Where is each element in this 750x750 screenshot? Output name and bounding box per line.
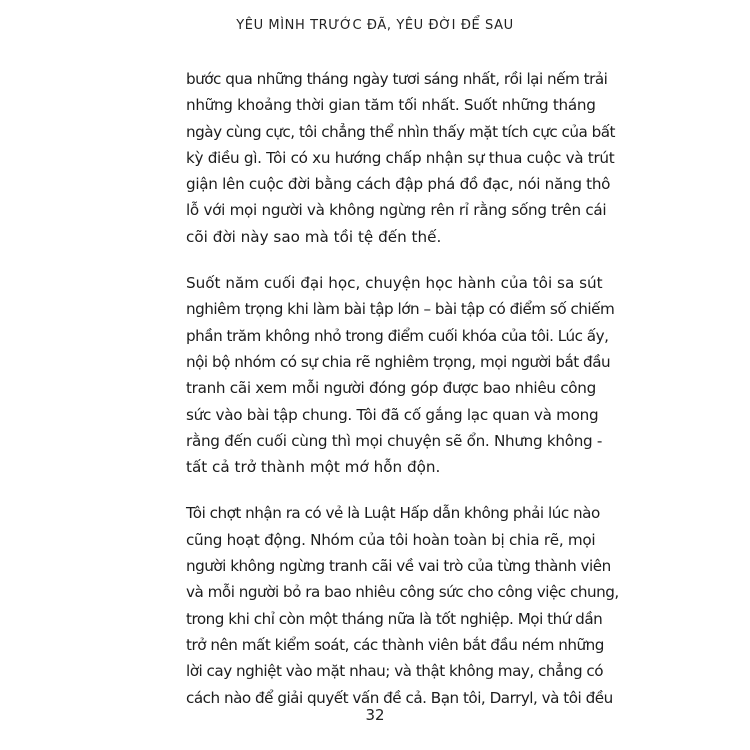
text-line: sức vào bài tập chung. Tôi đã cố gắng lạc quan và mong <box>186 405 599 424</box>
text-line: và mỗi người bỏ ra bao nhiêu công sức cho công việc chung, <box>186 583 619 602</box>
text-line: lời cay nghiệt vào mặt nhau; và thật không may, chẳng có <box>186 662 604 681</box>
paragraph-2 <box>186 270 615 480</box>
running-header: YÊU MÌNH TRƯỚC ĐÃ, YÊU ĐỜI ĐỂ SAU <box>236 18 514 33</box>
text-line: tranh cãi xem mỗi người đóng góp được bao nhiêu công <box>186 379 596 398</box>
text-line: giận lên cuộc đời bằng cách đập phá đồ đạc, nói năng thô <box>186 175 611 194</box>
text-line: cõi đời này sao mà tồi tệ đến thế. <box>186 227 442 246</box>
body-text <box>186 66 619 731</box>
page-number: 32 <box>365 706 385 724</box>
text-line: lỗ với mọi người và không ngừng rên rỉ rằng sống trên cái <box>186 201 607 220</box>
text-line: Tôi chợt nhận ra có vẻ là Luật Hấp dẫn không phải lúc nào <box>186 504 600 523</box>
text-line: ngày cùng cực, tôi chẳng thể nhìn thấy mặt tích cực của bất <box>186 122 616 141</box>
text-line: người không ngừng tranh cãi về vai trò của từng thành viên <box>186 557 611 576</box>
text-line: tất cả trở thành một mớ hỗn độn. <box>186 458 441 477</box>
text-line: nghiêm trọng khi làm bài tập lớn – bài tập có điểm số chiếm <box>186 300 615 319</box>
text-line: cũng hoạt động. Nhóm của tôi hoàn toàn bị chia rẽ, mọi <box>186 530 596 549</box>
text-line: cách nào để giải quyết vấn đề cả. Bạn tôi, Darryl, và tôi đều <box>186 688 613 707</box>
text-line: Suốt năm cuối đại học, chuyện học hành của tôi sa sút <box>186 274 603 293</box>
text-line: trong khi chỉ còn một tháng nữa là tốt nghiệp. Mọi thứ dần <box>186 609 603 628</box>
text-line: kỳ điều gì. Tôi có xu hướng chấp nhận sự thua cuộc và trút <box>186 148 615 167</box>
text-line: nội bộ nhóm có sự chia rẽ nghiêm trọng, mọi người bắt đầu <box>186 352 611 371</box>
text-line: bước qua những tháng ngày tươi sáng nhất, rồi lại nếm trải <box>186 70 608 88</box>
paragraph-3 <box>186 500 619 710</box>
text-line: phần trăm không nhỏ trong điểm cuối khóa của tôi. Lúc ấy, <box>186 326 609 345</box>
paragraph-1 <box>186 66 616 250</box>
text-line: trở nên mất kiểm soát, các thành viên bắt đầu ném những <box>186 635 604 654</box>
text-line: những khoảng thời gian tăm tối nhất. Suốt những tháng <box>186 96 596 115</box>
text-line: rằng đến cuối cùng thì mọi chuyện sẽ ổn. Nhưng không - <box>186 431 603 450</box>
